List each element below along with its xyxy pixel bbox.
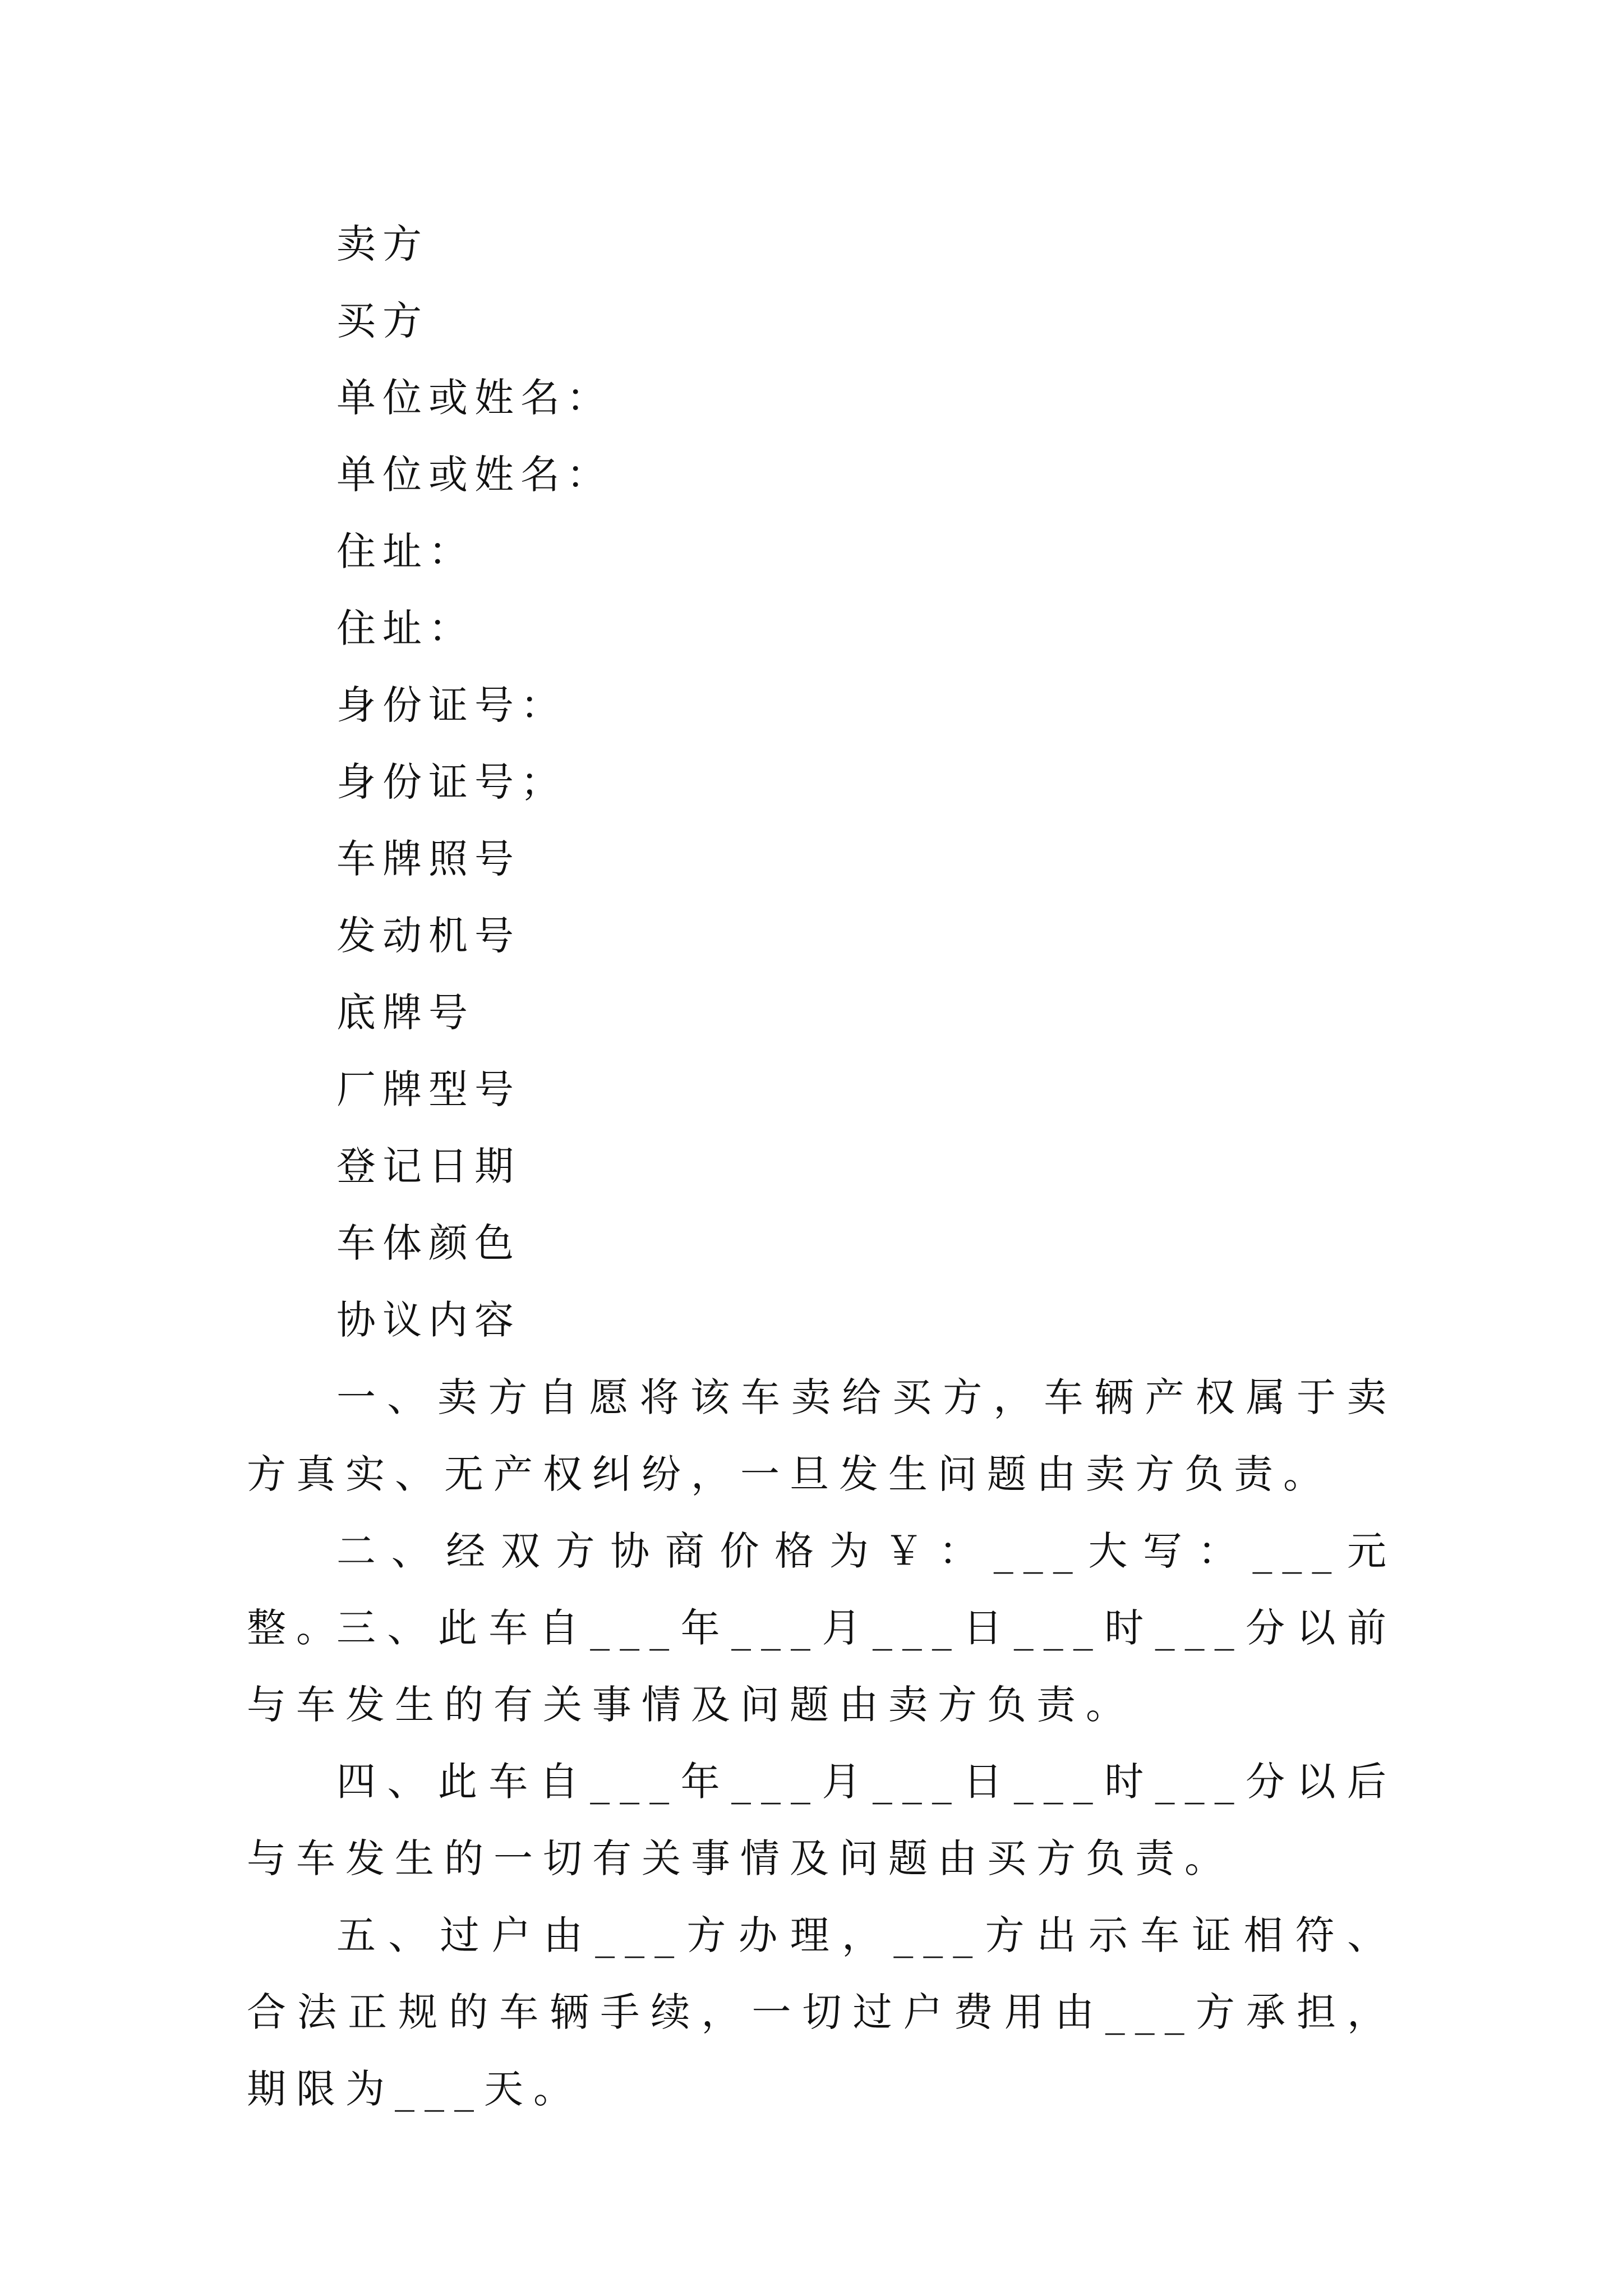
clause-5: 五、过户由___方办理，___方出示车证相符、合法正规的车辆手续，一切过户费用由___方承担，期限为___天。 xyxy=(247,1912,1396,2112)
seller-id-field: 身份证号： xyxy=(336,682,566,728)
buyer-name-field: 单位或姓名： xyxy=(336,452,612,498)
plate-number-field: 车牌照号 xyxy=(336,836,520,882)
seller-label: 卖方 xyxy=(336,221,428,267)
engine-number-field: 发动机号 xyxy=(336,913,520,959)
body-color-field: 车体颜色 xyxy=(336,1220,520,1266)
seller-name-field: 单位或姓名： xyxy=(336,375,612,421)
agreement-content-heading: 协议内容 xyxy=(336,1297,520,1343)
clause-1: 一、卖方自愿将该车卖给买方，车辆产权属于卖方真实、无产权纠纷，一旦发生问题由卖方负责。 xyxy=(247,1374,1396,1497)
clause-2: 二、经双方协商价格为￥：___大写：___元整。 xyxy=(247,1528,1396,1651)
registration-date-field: 登记日期 xyxy=(336,1143,520,1189)
brand-model-field: 厂牌型号 xyxy=(336,1066,520,1112)
seller-address-field: 住址： xyxy=(336,528,474,574)
clause-4: 四、此车自___年___月___日___时___分以后与车发生的一切有关事情及问题由买方负责。 xyxy=(247,1759,1396,1881)
buyer-id-field: 身份证号； xyxy=(336,759,566,805)
buyer-label: 买方 xyxy=(336,298,428,344)
clause-3: 三、此车自___年___月___日___时___分以前与车发生的有关事情及问题由卖方负责。 xyxy=(247,1605,1396,1728)
chassis-number-field: 底牌号 xyxy=(336,990,474,1036)
buyer-address-field: 住址： xyxy=(336,605,474,651)
